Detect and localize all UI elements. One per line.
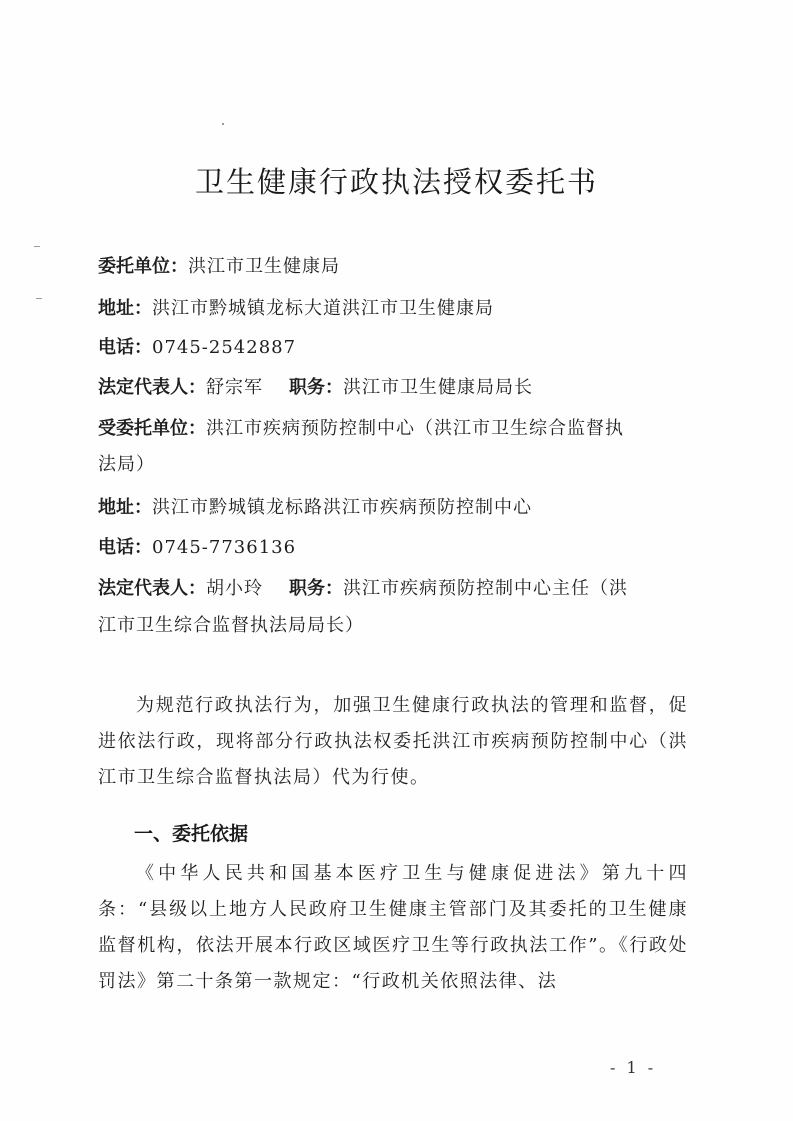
delegator-position-label: 职务： (289, 377, 343, 398)
delegatee-unit-value: 洪江市疾病预防控制中心（洪江市卫生综合监督执 (206, 418, 624, 439)
delegatee-unit-row-continued (98, 453, 155, 477)
delegator-phone-label: 电话： (98, 337, 152, 358)
delegatee-address-row (98, 496, 532, 520)
scan-speck (222, 123, 224, 125)
delegatee-rep-label: 法定代表人： (98, 578, 206, 599)
document-title: 卫生健康行政执法授权委托书 (194, 165, 598, 199)
intro-paragraph: 为规范行政执法行为，加强卫生健康行政执法的管理和监督，促进依法行政，现将部分行政执法权委托洪江市疾病预防控制中心（洪江市卫生综合监督执法局）代为行使。 (98, 695, 688, 788)
delegator-phone-value: 0745-2542887 (152, 337, 297, 358)
delegator-rep-row (98, 376, 533, 400)
delegatee-unit-label: 受委托单位： (98, 418, 206, 439)
section-one-paragraph: 《中华人民共和国基本医疗卫生与健康促进法》第九十四条：“县级以上地方人民政府卫生健康主管部门及其委托的卫生健康监督机构，依法开展本行政区域医疗卫生等行政执法工作”。《行政处罚法》第二十条第一款规定：“行政机关依照法律、法 (98, 863, 688, 992)
delegator-position-value: 洪江市卫生健康局局长 (343, 377, 533, 398)
scan-speck (36, 298, 42, 299)
delegator-phone-row (98, 336, 296, 360)
delegator-unit-row (98, 255, 340, 279)
delegator-rep-label: 法定代表人： (98, 377, 206, 398)
delegatee-phone-value: 0745-7736136 (152, 537, 297, 558)
delegatee-rep-row (98, 577, 628, 601)
delegatee-unit-value-continued: 法局） (98, 454, 155, 475)
delegator-address-row (98, 297, 494, 321)
delegator-rep-value: 舒宗军 (206, 377, 263, 398)
scan-speck (34, 246, 40, 247)
delegatee-position-value-continued: 江市卫生综合监督执法局局长） (98, 615, 364, 636)
delegatee-position-row-continued (98, 614, 364, 638)
delegatee-address-label: 地址： (98, 497, 152, 518)
delegatee-phone-label: 电话： (98, 537, 152, 558)
delegatee-unit-row (98, 417, 624, 441)
delegatee-position-value: 洪江市疾病预防控制中心主任（洪 (343, 578, 628, 599)
delegator-address-value: 洪江市黔城镇龙标大道洪江市卫生健康局 (152, 298, 494, 319)
delegatee-phone-row (98, 536, 296, 560)
section-one-heading: 一、委托依据 (134, 823, 249, 845)
delegator-unit-value: 洪江市卫生健康局 (188, 256, 340, 277)
delegatee-position-label: 职务： (289, 578, 343, 599)
page-number: - 1 - (610, 1058, 657, 1077)
delegatee-rep-value: 胡小玲 (206, 578, 263, 599)
delegatee-address-value: 洪江市黔城镇龙标路洪江市疾病预防控制中心 (152, 497, 532, 518)
delegator-unit-label: 委托单位： (98, 256, 188, 277)
delegator-address-label: 地址： (98, 298, 152, 319)
